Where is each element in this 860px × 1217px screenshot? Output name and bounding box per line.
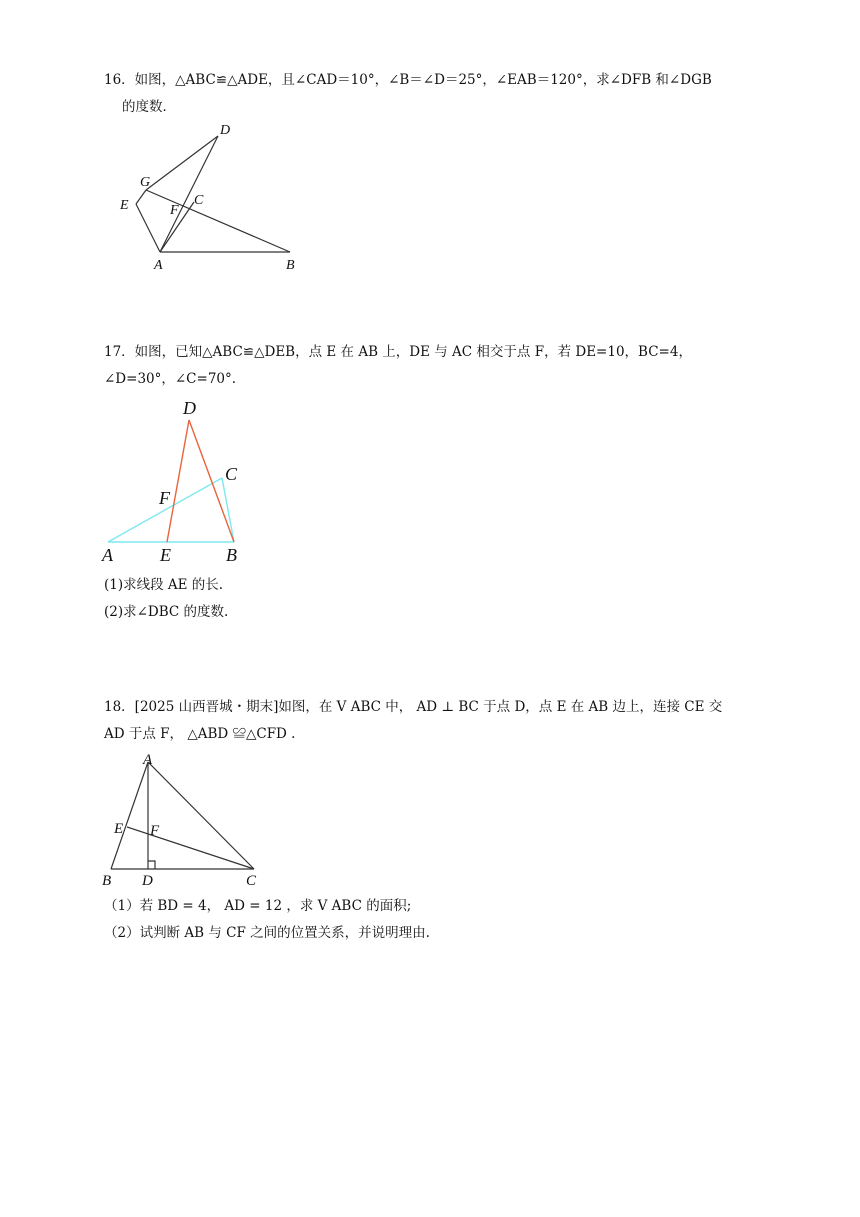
q18-label-D: D [142, 873, 153, 889]
q17-segment-DE [167, 420, 189, 542]
q18-label-F: F [150, 823, 160, 839]
q16-segment-EA [136, 204, 160, 252]
q16-segment-GB [146, 190, 290, 252]
q17-subquestion-2: (2)求∠DBC 的度数. [104, 604, 229, 620]
q16-label-B: B [286, 258, 295, 273]
q17-label-E: E [160, 545, 171, 565]
q18-segment-EC [127, 827, 254, 869]
q17-label-F: F [159, 488, 170, 508]
q16-label-G: G [140, 175, 151, 190]
q18-figure [100, 748, 270, 890]
q16-text-line2: 的度数． [122, 99, 176, 115]
q18-subquestion-1: （1）若 BD = 4， AD = 12 ，求 V ABC 的面积; [104, 898, 412, 914]
q17-text-line1: 17．如图，已知△ABC≌△DEB，点 E 在 AB 上，DE 与 AC 相交于点 F，若 DE=10，BC=4， [104, 344, 692, 360]
q17-label-C: C [225, 464, 238, 484]
q18-label-C: C [246, 873, 257, 889]
q16-label-A: A [154, 258, 163, 273]
q18-segment-AB [111, 762, 148, 869]
q16-label-C: C [194, 193, 204, 208]
q16-label-E: E [120, 198, 129, 213]
q18-right-angle-mark [148, 861, 155, 869]
q16-figure [110, 118, 310, 278]
q16-segment-DG [146, 136, 218, 190]
q17-figure [100, 392, 260, 572]
q18-label-E: E [114, 821, 124, 837]
q16-segment-AD [160, 136, 218, 252]
q17-label-B: B [226, 545, 237, 565]
q17-text-line2: ∠D=30°，∠C=70°. [104, 371, 237, 387]
q18-text-line2: AD 于点 F， △ABD ≌△CFD . [104, 726, 296, 742]
q16-label-D: D [220, 123, 231, 138]
q18-label-A: A [143, 752, 153, 768]
q18-segment-AC [148, 762, 254, 869]
q16-text-line1: 16．如图，△ABC≌△ADE，且∠CAD＝10°，∠B＝∠D＝25°，∠EAB＝120°，求∠DFB 和∠DGB [104, 72, 712, 88]
q18-label-B: B [102, 873, 112, 889]
q18-subquestion-2: （2）试判断 AB 与 CF 之间的位置关系，并说明理由. [104, 925, 430, 941]
q17-label-A: A [102, 545, 113, 565]
q17-label-D: D [183, 398, 196, 418]
q17-subquestion-1: (1)求线段 AE 的长. [104, 577, 224, 593]
q16-label-F: F [170, 203, 179, 218]
q18-text-line1: 18．[2025 山西晋城・期末]如图，在 V ABC 中， AD ⊥ BC 于点 D，点 E 在 AB 边上，连接 CE 交 [104, 699, 723, 715]
q16-segment-GE [136, 190, 146, 204]
q17-segment-CB [222, 478, 234, 542]
